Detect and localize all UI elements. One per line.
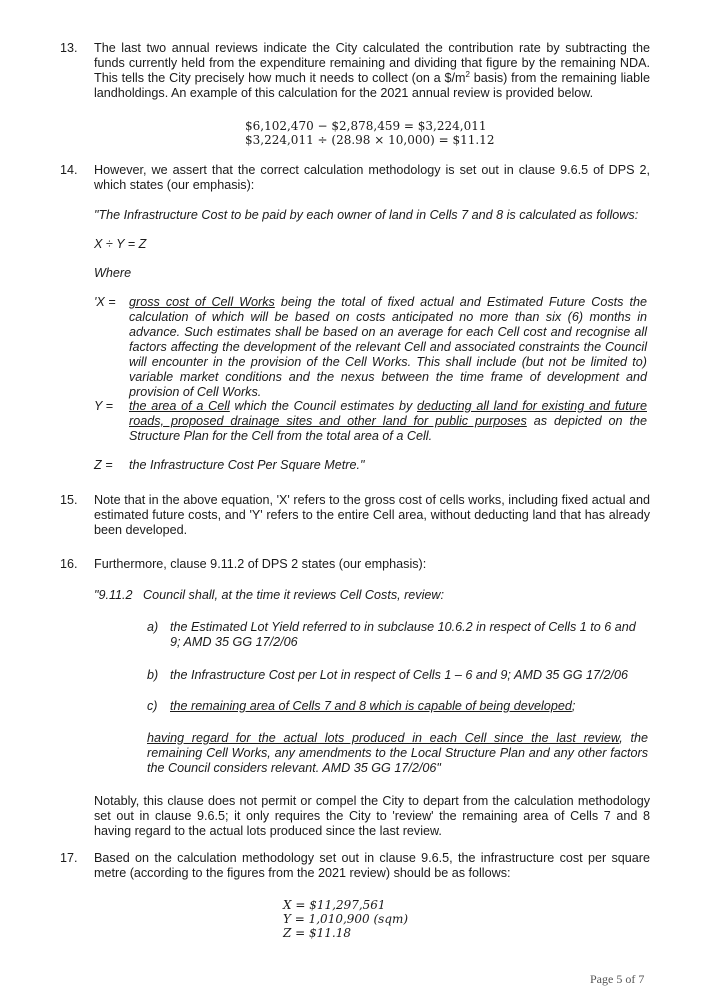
item-c-tail: ; (571, 699, 576, 713)
quote-intro: "The Infrastructure Cost to be paid by each owner of land in Cells 7 and 8 is calculated as follows: (94, 208, 639, 222)
x-definition (129, 295, 647, 400)
y-text-2: as depicted on the Structure Plan for the Cell from the total area of a Cell. (129, 414, 647, 443)
item-c-underlined: the remaining area of Cells 7 and 8 which is capable of being developed (170, 699, 572, 713)
equation-2: $3,224,011 ÷ (28.98 × 10,000) = $11.12 (245, 133, 495, 147)
notably-paragraph: Notably, this clause does not permit or compel the City to depart from the calculation methodology set out in clause 9.6.5; it only requires the City to 'review' the remaining area of Cells 7 and 8 having regard to the actual lots produced since the last review. (94, 794, 650, 838)
clause-quote-heading: "9.11.2 Council shall, at the time it reviews Cell Costs, review: (94, 588, 444, 602)
paragraph-13 (94, 41, 650, 101)
item-a-text: the Estimated Lot Yield referred to in subclause 10.6.2 in respect of Cells 1 to 6 and 9; AMD 35 GG 17/2/06 (170, 620, 636, 649)
paragraph-number: 17. (60, 851, 78, 865)
y-definition (129, 399, 647, 444)
regard-text (147, 731, 648, 776)
item-c-label: c) (147, 699, 158, 713)
page-number: Page 5 of 7 (590, 972, 645, 986)
paragraph-16: Furthermore, clause 9.11.2 of DPS 2 states (our emphasis): (94, 557, 427, 571)
paragraph-number: 14. (60, 163, 78, 177)
regard-underlined: having regard for the actual lots produced in each Cell since the last review (147, 731, 620, 745)
y-text-1: which the Council estimates by (229, 399, 418, 413)
p13-text-b: basis) from the remaining liable landholdings. An example of this calculation for the 2021 annual review is provided below. (94, 71, 650, 100)
paragraph-number: 15. (60, 493, 78, 507)
y-underlined-2: deducting all land for existing and future roads, proposed drainage sites and other land for public purposes (129, 399, 647, 428)
equation-1: $6,102,470 − $2,878,459 = $3,224,011 (245, 119, 487, 133)
item-b-label: b) (147, 668, 159, 682)
regard-rest: , the remaining Cell Works, any amendments to the Local Structure Plan and any other factors the Council considers relevant. AMD 35 GG 17/2/06" (147, 731, 648, 775)
x-equation: X = $11,297,561 (283, 898, 386, 912)
paragraph-number: 16. (60, 557, 78, 571)
item-a-label: a) (147, 620, 159, 634)
p13-superscript: 2 (465, 69, 470, 79)
p13-text-a: The last two annual reviews indicate the City calculated the contribution rate by subtracting the funds currently held from the expenditure remaining and dividing that figure by the remaining NDA. This tells the City precisely how much it needs to collect (on a $/m (94, 41, 650, 85)
item-b-text: the Infrastructure Cost per Lot in respect of Cells 1 – 6 and 9; AMD 35 GG 17/2/06 (170, 668, 629, 682)
paragraph-14: However, we assert that the correct calculation methodology is set out in clause 9.6.5 of DPS 2, which states (our emphasis): (94, 163, 650, 192)
y-equation: Y = 1,010,900 (sqm) (283, 912, 409, 926)
paragraph-number: 13. (60, 41, 78, 55)
formula: X ÷ Y = Z (94, 237, 147, 251)
x-text: being the total of fixed actual and Estimated Future Costs the calculation of which will be based on costs anticipated no more than six (6) months in advance. Such estimates shall be based on an average for each Cell cost and recognise all factors affecting the development of the relevant Cell and associated constraints the Council will encounter in the provision of the Cell Works. This shall include (but not be limited to) variable market conditions and the nexus between the time frame of development and provision of Cell Works. (129, 295, 647, 399)
y-underlined-1: the area of a Cell (129, 399, 230, 413)
y-label: Y = (94, 399, 114, 413)
paragraph-17: Based on the calculation methodology set out in clause 9.6.5, the infrastructure cost per square metre (according to the figures from the 2021 review) should be as follows: (94, 851, 650, 880)
paragraph-15: Note that in the above equation, 'X' refers to the gross cost of cells works, including fixed actual and estimated future costs, and 'Y' refers to the entire Cell area, without deducting land that has already been developed. (94, 493, 650, 537)
where-label: Where (94, 266, 132, 280)
z-definition: the Infrastructure Cost Per Square Metre." (129, 458, 365, 472)
x-underlined: gross cost of Cell Works (129, 295, 275, 309)
z-label: Z = (94, 458, 113, 472)
x-label: 'X = (94, 295, 116, 309)
z-equation: Z = $11.18 (283, 926, 352, 940)
item-c-text (170, 699, 648, 714)
